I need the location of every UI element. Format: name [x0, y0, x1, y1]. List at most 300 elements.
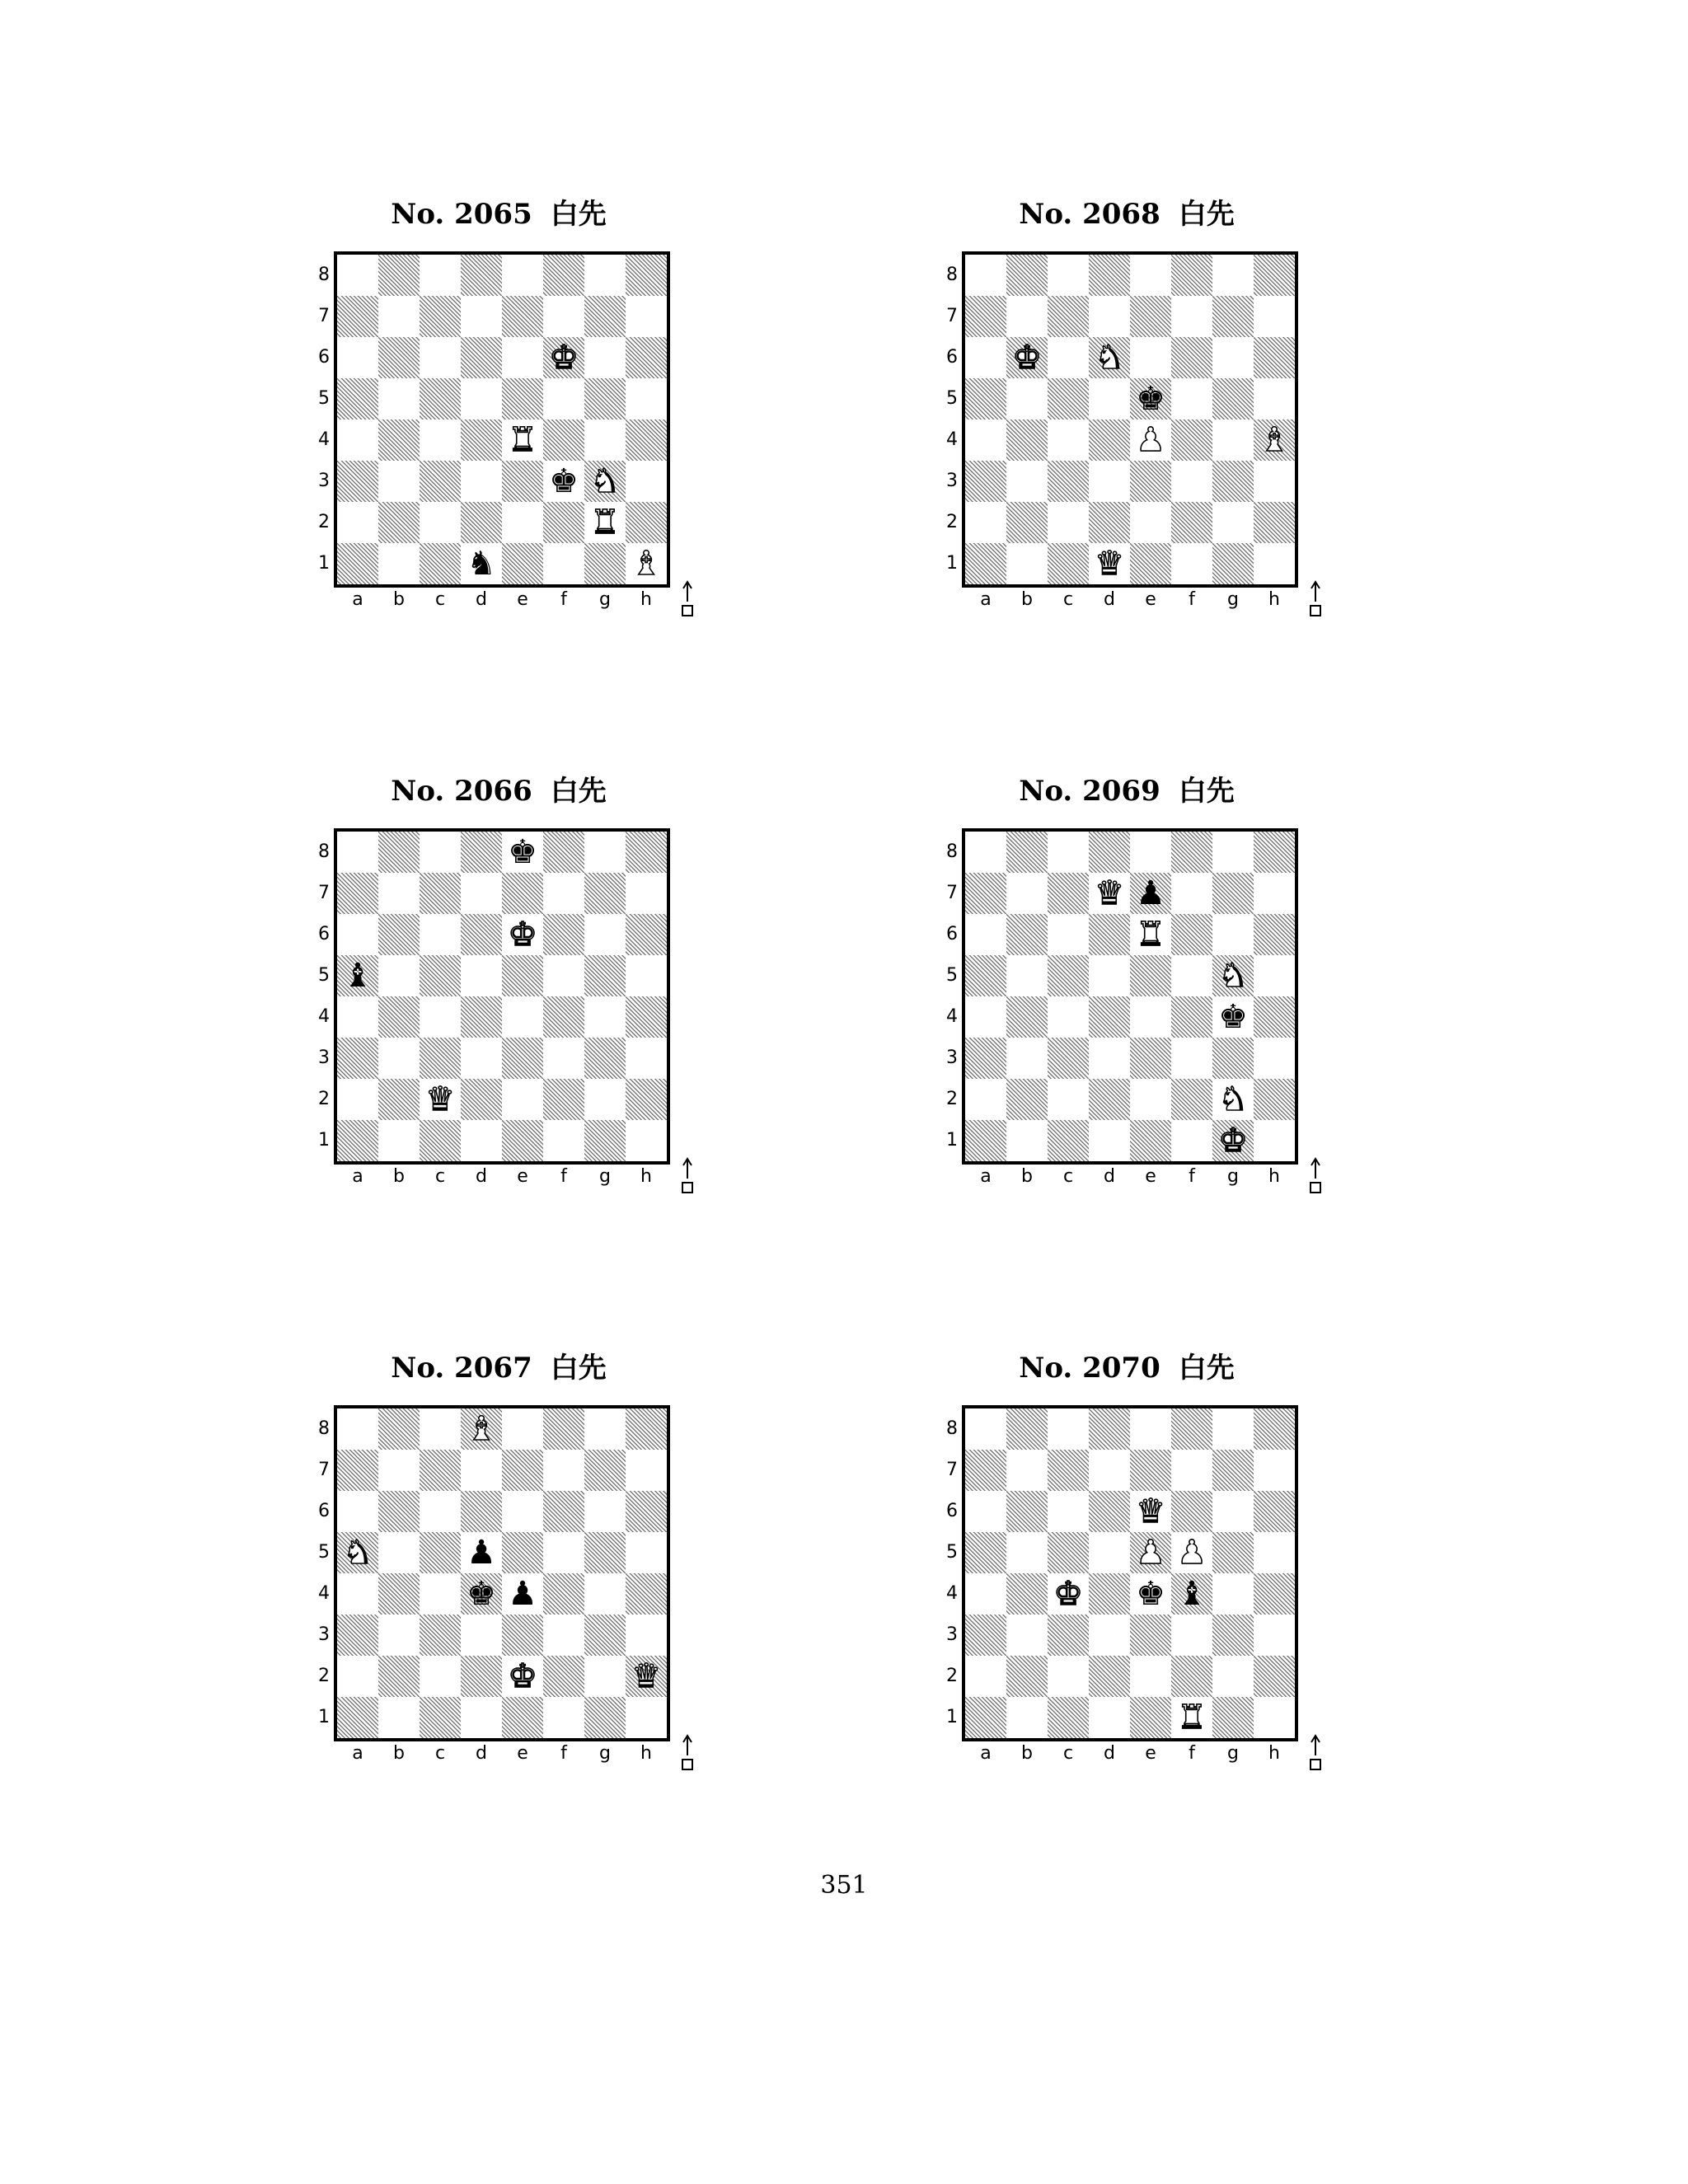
light-square	[543, 296, 584, 337]
chess-board	[946, 828, 1298, 1187]
dark-square	[1212, 1450, 1254, 1491]
dark-square	[378, 502, 420, 543]
light-square	[584, 255, 626, 296]
problem-number: No. 2065	[391, 198, 532, 231]
file-label: b	[393, 1166, 405, 1187]
light-square	[420, 502, 461, 543]
dark-square	[1171, 502, 1212, 543]
file-label: f	[1189, 589, 1195, 610]
black-pawn-icon: ♟	[467, 1534, 496, 1572]
light-square	[420, 832, 461, 873]
dark-square	[626, 914, 667, 955]
dark-square	[1006, 914, 1048, 955]
dark-square	[543, 502, 584, 543]
dark-square	[420, 1120, 461, 1161]
light-square	[378, 378, 420, 419]
dark-square	[626, 1408, 667, 1450]
light-square	[626, 955, 667, 996]
rank-label: 1	[946, 1707, 958, 1727]
white-king-icon: ♚	[1012, 339, 1042, 377]
rank-label: 5	[318, 1542, 330, 1563]
black-pawn-icon: ♟	[1136, 874, 1165, 912]
light-square	[543, 955, 584, 996]
light-square	[378, 1450, 420, 1491]
file-label: d	[476, 589, 487, 610]
file-label: c	[434, 589, 446, 610]
black-bishop-icon: ♝	[343, 957, 373, 995]
light-square	[1089, 1697, 1130, 1738]
dark-square	[337, 1615, 378, 1656]
dark-square	[584, 1120, 626, 1161]
light-square	[1130, 1656, 1171, 1697]
dark-square	[420, 378, 461, 419]
light-square	[502, 1491, 543, 1532]
rank-label: 8	[318, 841, 330, 862]
light-square	[1006, 1615, 1048, 1656]
light-square	[1089, 955, 1130, 996]
light-square	[1212, 502, 1254, 543]
dark-square	[1212, 543, 1254, 584]
dark-square	[584, 955, 626, 996]
dark-square	[1254, 1573, 1295, 1615]
light-square	[965, 1573, 1006, 1615]
light-square	[420, 337, 461, 378]
light-square	[1089, 1615, 1130, 1656]
light-square	[378, 1120, 420, 1161]
rank-label: 2	[318, 1089, 330, 1109]
light-square	[420, 419, 461, 461]
dark-square	[1171, 419, 1212, 461]
white-rook-icon: ♜	[590, 504, 620, 541]
light-square	[1130, 996, 1171, 1038]
dark-square	[1212, 1038, 1254, 1079]
dark-square	[1006, 1491, 1048, 1532]
dark-square	[420, 955, 461, 996]
light-square	[378, 296, 420, 337]
light-square	[584, 1491, 626, 1532]
rank-label: 2	[946, 512, 958, 532]
dark-square	[420, 873, 461, 914]
light-square	[543, 543, 584, 584]
dark-square	[502, 543, 543, 584]
dark-square	[1254, 996, 1295, 1038]
light-square	[1171, 955, 1212, 996]
chess-diagram-2069	[946, 775, 1390, 1236]
light-square	[1006, 461, 1048, 502]
light-square	[965, 1491, 1006, 1532]
dark-square	[1089, 255, 1130, 296]
dark-square	[420, 1450, 461, 1491]
light-square	[461, 873, 502, 914]
dark-square	[1130, 1120, 1171, 1161]
light-square	[1089, 1038, 1130, 1079]
chess-diagram-2065	[318, 198, 762, 659]
light-square	[502, 502, 543, 543]
page-number: 351	[820, 1871, 868, 1900]
light-square	[965, 996, 1006, 1038]
dark-square	[543, 832, 584, 873]
rank-label: 7	[946, 306, 958, 326]
white-knight-icon: ♞	[590, 462, 620, 500]
white-queen-icon: ♛	[631, 1657, 661, 1695]
dark-square	[543, 1408, 584, 1450]
light-square	[1212, 419, 1254, 461]
dark-square	[378, 1079, 420, 1120]
white-pawn-icon: ♟	[1136, 421, 1165, 459]
rank-label: 7	[946, 883, 958, 903]
dark-square	[1212, 1697, 1254, 1738]
light-square	[337, 502, 378, 543]
file-label: g	[1227, 589, 1239, 610]
dark-square	[626, 1573, 667, 1615]
dark-square	[1254, 914, 1295, 955]
file-label: a	[980, 1166, 992, 1187]
light-square	[378, 461, 420, 502]
light-square	[1212, 255, 1254, 296]
light-square	[1254, 461, 1295, 502]
dark-square	[965, 543, 1006, 584]
dark-square	[1130, 1615, 1171, 1656]
dark-square	[1171, 1079, 1212, 1120]
light-square	[626, 1038, 667, 1079]
dark-square	[965, 955, 1006, 996]
dark-square	[1254, 1408, 1295, 1450]
white-bishop-icon: ♝	[467, 1410, 496, 1448]
dark-square	[337, 461, 378, 502]
light-square	[584, 1079, 626, 1120]
dark-square	[584, 296, 626, 337]
dark-square	[1254, 832, 1295, 873]
file-label: g	[599, 1743, 611, 1764]
light-square	[1089, 1450, 1130, 1491]
file-label: b	[393, 589, 405, 610]
light-square	[1130, 832, 1171, 873]
dark-square	[1006, 1079, 1048, 1120]
light-square	[1130, 1079, 1171, 1120]
dark-square	[1006, 419, 1048, 461]
dark-square	[1089, 502, 1130, 543]
light-square	[337, 337, 378, 378]
dark-square	[1171, 996, 1212, 1038]
dark-square	[502, 378, 543, 419]
rank-label: 6	[946, 924, 958, 944]
dark-square	[584, 543, 626, 584]
light-square	[543, 1120, 584, 1161]
light-square	[965, 1079, 1006, 1120]
dark-square	[1048, 1038, 1089, 1079]
file-label: f	[1189, 1743, 1195, 1764]
white-knight-icon: ♞	[1095, 339, 1124, 377]
light-square	[1006, 1697, 1048, 1738]
dark-square	[626, 337, 667, 378]
dark-square	[420, 461, 461, 502]
problem-number: No. 2068	[1019, 198, 1160, 231]
dark-square	[502, 1038, 543, 1079]
diagram-title	[962, 1352, 1292, 1385]
black-king-icon: ♚	[1136, 1575, 1165, 1613]
light-square	[378, 873, 420, 914]
rank-label: 1	[318, 553, 330, 574]
light-square	[1048, 1656, 1089, 1697]
light-square	[584, 1656, 626, 1697]
light-square	[626, 873, 667, 914]
problem-number: No. 2070	[1019, 1352, 1160, 1385]
dark-square	[543, 255, 584, 296]
black-king-icon: ♚	[549, 462, 579, 500]
light-square	[1048, 832, 1089, 873]
dark-square	[1006, 832, 1048, 873]
dark-square	[626, 419, 667, 461]
dark-square	[378, 337, 420, 378]
light-square	[420, 914, 461, 955]
black-king-icon: ♚	[467, 1575, 496, 1613]
dark-square	[502, 955, 543, 996]
rank-label: 2	[946, 1666, 958, 1686]
dark-square	[1171, 255, 1212, 296]
white-to-move-icon	[1308, 580, 1323, 620]
white-king-icon: ♚	[1218, 1122, 1248, 1160]
light-square	[337, 1408, 378, 1450]
light-square	[543, 1697, 584, 1738]
file-label: h	[640, 1743, 652, 1764]
light-square	[1089, 461, 1130, 502]
dark-square	[461, 337, 502, 378]
dark-square	[337, 1120, 378, 1161]
dark-square	[584, 873, 626, 914]
light-square	[1089, 378, 1130, 419]
light-square	[626, 1615, 667, 1656]
dark-square	[1254, 255, 1295, 296]
white-rook-icon: ♜	[508, 421, 537, 459]
rank-label: 8	[946, 841, 958, 862]
rank-label: 4	[318, 1006, 330, 1027]
dark-square	[420, 1615, 461, 1656]
dark-square	[461, 255, 502, 296]
light-square	[420, 1491, 461, 1532]
file-label: g	[1227, 1166, 1239, 1187]
dark-square	[965, 1615, 1006, 1656]
file-label: e	[1145, 1166, 1156, 1187]
diagram-title	[334, 1352, 663, 1385]
file-label: a	[980, 589, 992, 610]
dark-square	[1130, 1450, 1171, 1491]
light-square	[626, 461, 667, 502]
light-square	[337, 1573, 378, 1615]
light-square	[584, 419, 626, 461]
light-square	[1171, 543, 1212, 584]
light-square	[965, 1656, 1006, 1697]
rank-label: 4	[946, 1583, 958, 1604]
light-square	[543, 1532, 584, 1573]
rank-label: 3	[318, 1047, 330, 1068]
file-label: f	[560, 1743, 567, 1764]
rank-label: 7	[946, 1460, 958, 1480]
file-label: a	[980, 1743, 992, 1764]
light-square	[1171, 1038, 1212, 1079]
light-square	[461, 1120, 502, 1161]
light-square	[1006, 378, 1048, 419]
light-square	[461, 1697, 502, 1738]
dark-square	[1006, 1573, 1048, 1615]
light-square	[543, 1615, 584, 1656]
light-square	[626, 378, 667, 419]
dark-square	[420, 296, 461, 337]
dark-square	[461, 914, 502, 955]
black-king-icon: ♚	[1136, 380, 1165, 418]
rank-label: 4	[946, 429, 958, 450]
dark-square	[626, 502, 667, 543]
dark-square	[1254, 1656, 1295, 1697]
dark-square	[337, 1697, 378, 1738]
dark-square	[584, 1038, 626, 1079]
light-square	[626, 1120, 667, 1161]
dark-square	[1171, 914, 1212, 955]
black-bishop-icon: ♝	[1177, 1575, 1207, 1613]
light-square	[1171, 296, 1212, 337]
white-to-move-icon	[680, 1734, 695, 1774]
dark-square	[1089, 1408, 1130, 1450]
light-square	[502, 337, 543, 378]
file-label: h	[1268, 1166, 1280, 1187]
dark-square	[543, 1656, 584, 1697]
light-square	[543, 1038, 584, 1079]
light-square	[337, 832, 378, 873]
dark-square	[1048, 461, 1089, 502]
black-pawn-icon: ♟	[508, 1575, 537, 1613]
light-square	[1212, 1656, 1254, 1697]
light-square	[1212, 914, 1254, 955]
problem-caption: 白先	[1178, 198, 1235, 231]
dark-square	[584, 1450, 626, 1491]
dark-square	[461, 1079, 502, 1120]
dark-square	[965, 1038, 1006, 1079]
dark-square	[378, 1573, 420, 1615]
dark-square	[420, 1697, 461, 1738]
white-bishop-icon: ♝	[631, 545, 661, 583]
white-knight-icon: ♞	[1218, 1080, 1248, 1118]
white-to-move-icon	[1308, 1734, 1323, 1774]
light-square	[1006, 543, 1048, 584]
diagram-title	[962, 198, 1292, 231]
white-pawn-icon: ♟	[1136, 1534, 1165, 1572]
dark-square	[502, 1120, 543, 1161]
white-to-move-icon	[680, 580, 695, 620]
rank-label: 3	[318, 471, 330, 491]
light-square	[965, 502, 1006, 543]
light-square	[1130, 502, 1171, 543]
problem-caption: 白先	[550, 1352, 607, 1385]
black-king-icon: ♚	[1218, 998, 1248, 1036]
file-label: h	[640, 1166, 652, 1187]
dark-square	[1006, 996, 1048, 1038]
light-square	[1254, 1450, 1295, 1491]
light-square	[965, 337, 1006, 378]
chess-diagram-2070	[946, 1352, 1390, 1813]
rank-label: 7	[318, 1460, 330, 1480]
dark-square	[1171, 1408, 1212, 1450]
white-to-move-icon	[1308, 1157, 1323, 1197]
dark-square	[337, 543, 378, 584]
problem-caption: 白先	[1178, 1352, 1235, 1385]
light-square	[337, 914, 378, 955]
light-square	[1171, 461, 1212, 502]
file-label: c	[1062, 589, 1074, 610]
light-square	[626, 296, 667, 337]
black-knight-icon: ♞	[467, 545, 496, 583]
rank-label: 5	[946, 1542, 958, 1563]
dark-square	[965, 296, 1006, 337]
dark-square	[1212, 296, 1254, 337]
light-square	[337, 1079, 378, 1120]
problem-number: No. 2069	[1019, 775, 1160, 808]
dark-square	[378, 255, 420, 296]
dark-square	[1254, 502, 1295, 543]
dark-square	[1089, 419, 1130, 461]
dark-square	[1171, 1491, 1212, 1532]
light-square	[1006, 1450, 1048, 1491]
light-square	[626, 1532, 667, 1573]
rank-label: 5	[946, 965, 958, 986]
dark-square	[378, 832, 420, 873]
file-label: e	[517, 1166, 528, 1187]
file-label: e	[517, 589, 528, 610]
dark-square	[626, 832, 667, 873]
light-square	[1048, 996, 1089, 1038]
rank-label: 3	[318, 1624, 330, 1645]
dark-square	[626, 1079, 667, 1120]
dark-square	[1171, 1656, 1212, 1697]
dark-square	[1130, 461, 1171, 502]
dark-square	[1048, 296, 1089, 337]
dark-square	[1212, 378, 1254, 419]
rank-label: 6	[946, 1501, 958, 1521]
light-square	[1254, 1532, 1295, 1573]
chess-board	[318, 1405, 670, 1764]
dark-square	[461, 996, 502, 1038]
light-square	[543, 378, 584, 419]
dark-square	[1130, 955, 1171, 996]
dark-square	[337, 378, 378, 419]
dark-square	[461, 832, 502, 873]
rank-label: 2	[318, 512, 330, 532]
file-label: g	[599, 1166, 611, 1187]
white-knight-icon: ♞	[1218, 957, 1248, 995]
dark-square	[1254, 337, 1295, 378]
chess-board	[946, 251, 1298, 610]
file-label: g	[1227, 1743, 1239, 1764]
dark-square	[461, 502, 502, 543]
dark-square	[543, 1079, 584, 1120]
rank-label: 8	[318, 1418, 330, 1439]
light-square	[1254, 873, 1295, 914]
light-square	[1089, 1532, 1130, 1573]
light-square	[1089, 1120, 1130, 1161]
dark-square	[420, 1038, 461, 1079]
light-square	[378, 543, 420, 584]
dark-square	[1089, 914, 1130, 955]
light-square	[337, 419, 378, 461]
file-label: d	[1104, 1166, 1115, 1187]
file-label: c	[434, 1743, 446, 1764]
light-square	[461, 1038, 502, 1079]
white-knight-icon: ♞	[343, 1534, 373, 1572]
light-square	[584, 1573, 626, 1615]
light-square	[378, 1038, 420, 1079]
dark-square	[584, 1697, 626, 1738]
white-king-icon: ♚	[508, 916, 537, 954]
file-label: h	[1268, 589, 1280, 610]
light-square	[378, 955, 420, 996]
